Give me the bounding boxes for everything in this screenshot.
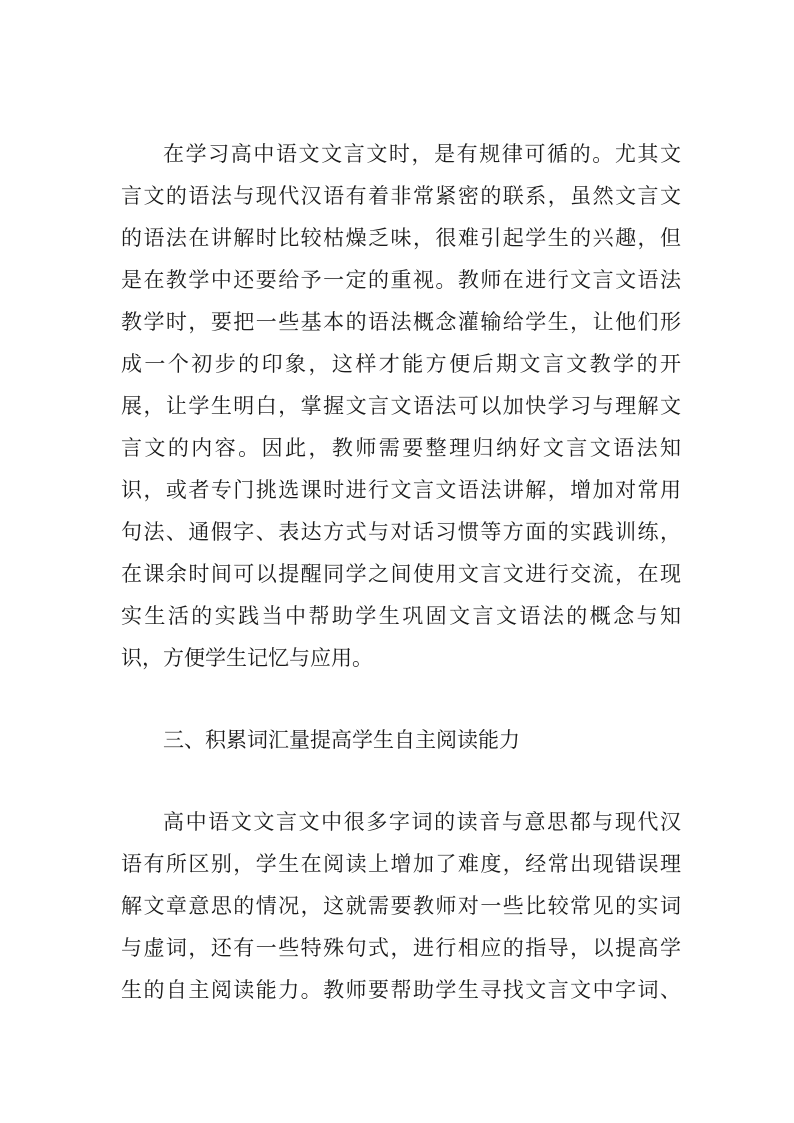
paragraph-1-line-8: 言文的内容。因此，教师需要整理归纳好文言文语法知 [121,436,681,460]
paragraph-1-line-2: 言文的语法与现代汉语有着非常紧密的联系，虽然文言文 [121,184,681,208]
paragraph-1-line-13: 识，方便学生记忆与应用。 [121,646,373,670]
paragraph-1-line-12: 实生活的实践当中帮助学生巩固文言文语法的概念与知 [121,604,681,628]
paragraph-1-line-4: 是在教学中还要给予一定的重视。教师在进行文言文语法 [121,268,681,292]
section-heading: 三、积累词汇量提高学生自主阅读能力 [163,728,520,752]
paragraph-1-line-3: 的语法在讲解时比较枯燥乏味，很难引起学生的兴趣，但 [121,226,681,250]
paragraph-2-line-4: 与虚词，还有一些特殊句式，进行相应的指导，以提高学 [121,936,681,960]
paragraph-1-line-7: 展，让学生明白，掌握文言文语法可以加快学习与理解文 [121,394,681,418]
paragraph-1-line-10: 句法、通假字、表达方式与对话习惯等方面的实践训练， [121,520,681,544]
paragraph-2-line-5: 生的自主阅读能力。教师要帮助学生寻找文言文中字词、 [121,978,681,1002]
paragraph-1-line-11: 在课余时间可以提醒同学之间使用文言文进行交流，在现 [121,562,681,586]
paragraph-1-line-1: 在学习高中语文文言文时，是有规律可循的。尤其文 [163,142,681,166]
paragraph-1-line-6: 成一个初步的印象，这样才能方便后期文言文教学的开 [121,352,681,376]
paragraph-2-line-1: 高中语文文言文中很多字词的读音与意思都与现代汉 [163,810,681,834]
paragraph-1-line-5: 教学时，要把一些基本的语法概念灌输给学生，让他们形 [121,310,681,334]
paragraph-2-line-2: 语有所区别，学生在阅读上增加了难度，经常出现错误理 [121,852,681,876]
paragraph-1-line-9: 识，或者专门挑选课时进行文言文语法讲解，增加对常用 [121,478,681,502]
paragraph-2-line-3: 解文章意思的情况，这就需要教师对一些比较常见的实词 [121,894,681,918]
